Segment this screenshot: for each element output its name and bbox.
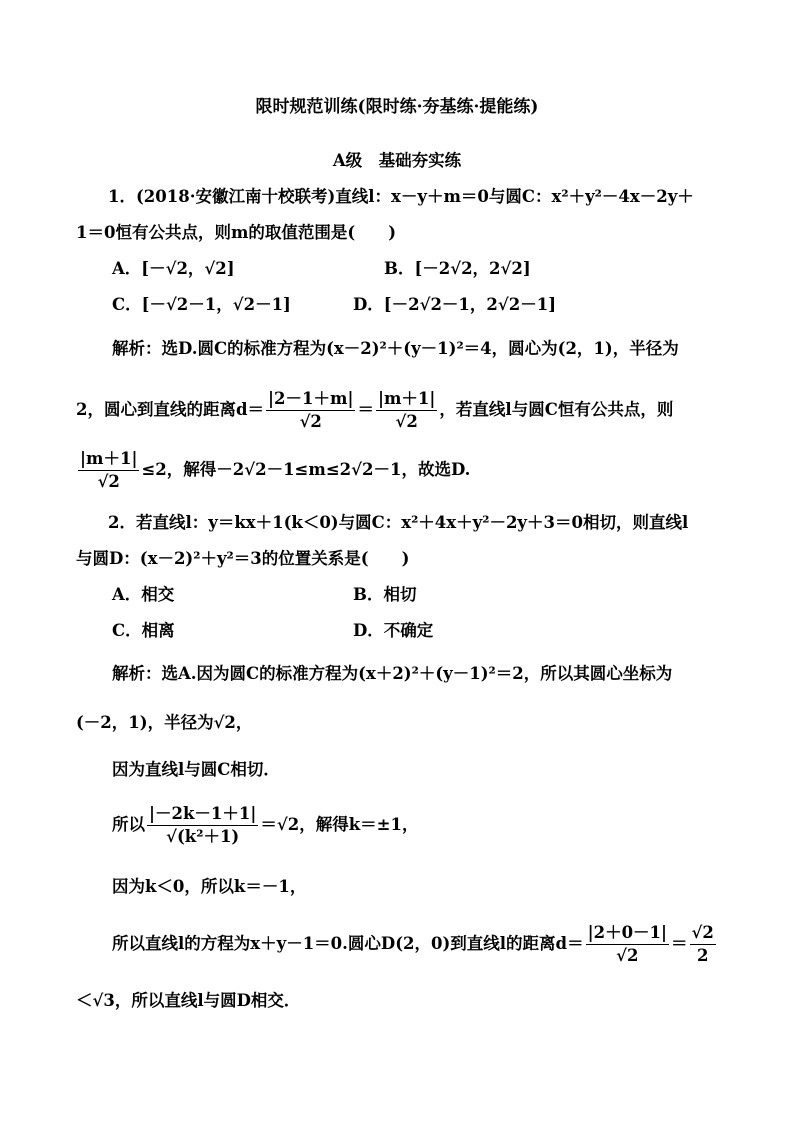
q1-option-d: D．[－2√2－1，2√2－1]	[353, 295, 556, 314]
q1-option-b: B．[－2√2，2√2]	[384, 259, 531, 278]
fraction-2-numerator: |m＋1|	[376, 390, 437, 410]
q1-option-c: C．[－√2－1，√2－1]	[112, 295, 291, 314]
q1-solution-line3-text: ≤2，解得－2√2－1≤m≤2√2－1，故选D.	[141, 460, 471, 479]
q2-solution-line6-start: 所以直线l的方程为x＋y－1＝0.圆心D(2，0)到直线l的距离d＝	[112, 934, 584, 953]
q2-option-c: C．相离	[112, 621, 175, 640]
q2-option-a: A．相交	[112, 585, 175, 604]
q1-solution-line3	[76, 446, 470, 494]
fraction-2-denominator: √2	[395, 411, 418, 431]
q2-solution-line4-start: 所以	[112, 815, 145, 834]
q1-stem-line2: 1＝0恒有公共点，则m的取值范围是( )	[76, 223, 397, 242]
fraction-2b-numerator: |m＋1|	[78, 450, 139, 470]
fraction-5-numerator: √2	[690, 924, 716, 944]
fraction-2b-denominator: √2	[97, 471, 120, 491]
page-title: 限时规范训练(限时练·夯基练·提能练)	[255, 97, 539, 117]
fraction-1-numerator: |2－1＋m|	[266, 390, 355, 410]
fraction-4	[586, 924, 669, 964]
fraction-4-numerator: |2＋0－1|	[586, 924, 669, 944]
fraction-3	[147, 805, 258, 845]
q2-solution-line4-end: ＝√2，解得k＝±1，	[260, 815, 419, 834]
fraction-1	[266, 390, 355, 430]
q2-solution-line2: (－2，1)，半径为√2，	[76, 713, 253, 732]
q1-stem-line1: 1．(2018·安徽江南十校联考)直线l：x－y＋m＝0与圆C：x²＋y²－4x－2y＋	[108, 187, 694, 206]
fraction-4-denominator: √2	[616, 945, 639, 965]
fraction-3-numerator: |－2k－1＋1|	[147, 805, 258, 825]
fraction-3-denominator: √(k²＋1)	[166, 826, 240, 846]
q2-solution-line4	[112, 800, 418, 850]
q1-solution-line1: 解析：选D.圆C的标准方程为(x－2)²＋(y－1)²＝4，圆心为(2，1)，半径为	[112, 339, 679, 358]
q2-solution-line7: ＜√3，所以直线l与圆D相交．	[76, 991, 301, 1010]
fraction-5	[690, 924, 716, 964]
fraction-5-denominator: 2	[696, 945, 709, 965]
q1-option-a: A．[－√2，√2]	[112, 259, 235, 278]
q2-solution-line6-equals: ＝	[671, 934, 688, 953]
fraction-2b	[78, 450, 139, 490]
q2-option-d: D．不确定	[353, 621, 434, 640]
q1-solution-line2: 2，圆心到直线的距离d＝ $\frac{|2-1+m|}{√2}$ ＝ $\frac{|m+1|}{√2}$ ，若直线l与圆C恒有公共点，则	[76, 389, 674, 431]
fraction-2	[376, 390, 437, 430]
q2-stem-line1: 2．若直线l：y＝kx＋1(k＜0)与圆C：x²＋4x＋y²－2y＋3＝0相切，则直线l	[108, 513, 689, 532]
q2-solution-line3: 因为直线l与圆C相切．	[112, 760, 280, 779]
fraction-1-denominator: √2	[299, 411, 322, 431]
q2-solution-line6	[112, 918, 718, 970]
section-heading: A级 基础夯实练	[332, 151, 462, 170]
q1-solution-line2-end: ，若直线l与圆C恒有公共点，则	[439, 400, 674, 419]
q2-solution-line5: 因为k＜0，所以k＝－1，	[112, 877, 307, 896]
q2-solution-line1: 解析：选A.因为圆C的标准方程为(x＋2)²＋(y－1)²＝2，所以其圆心坐标为	[112, 664, 673, 683]
q1-solution-line2-start: 2，圆心到直线的距离d＝	[76, 400, 265, 419]
q2-stem-line2: 与圆D：(x－2)²＋y²＝3的位置关系是( )	[76, 549, 410, 568]
q2-option-b: B．相切	[353, 585, 417, 604]
